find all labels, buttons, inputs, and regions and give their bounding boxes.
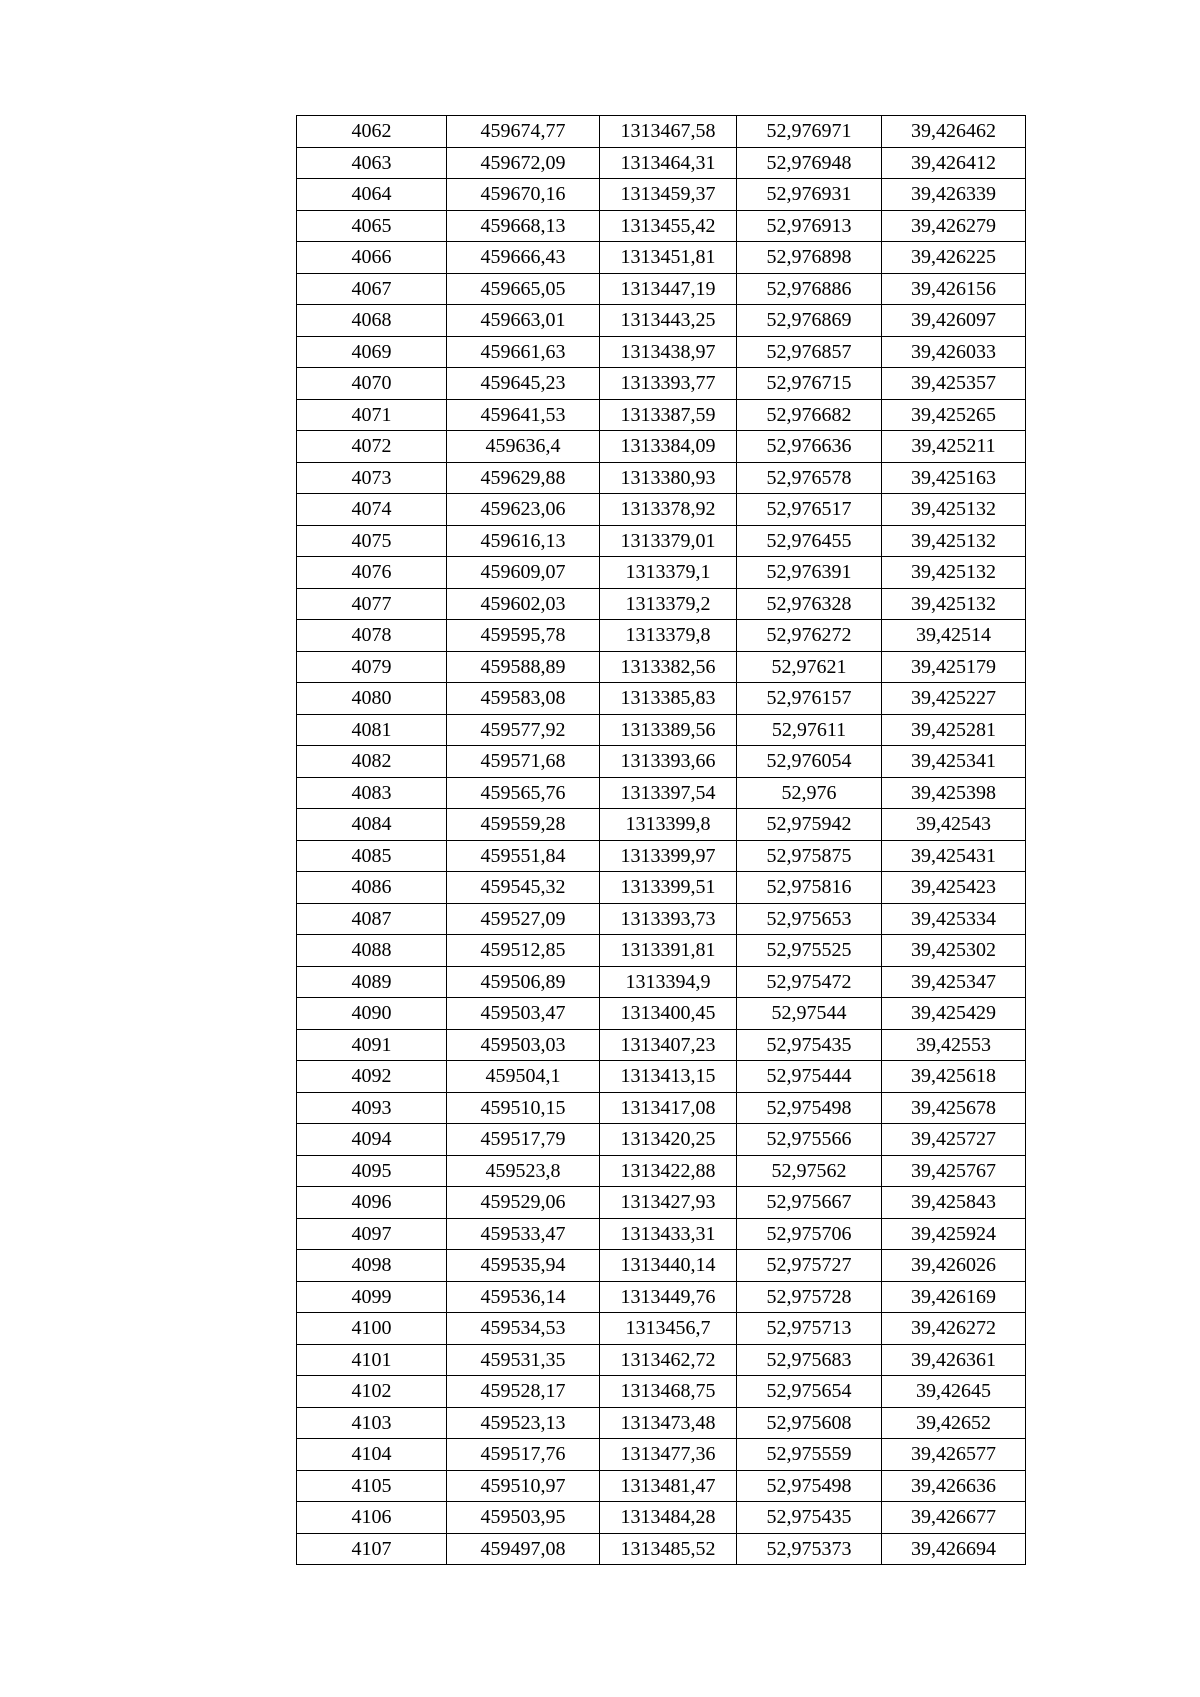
table-row <box>297 1155 1026 1187</box>
point-number-cell: 4070 <box>297 368 447 400</box>
point-number-cell: 4089 <box>297 966 447 998</box>
x-coordinate-cell: 459534,53 <box>447 1313 600 1345</box>
point-number-cell: 4075 <box>297 525 447 557</box>
table-row <box>297 1061 1026 1093</box>
point-number-cell: 4096 <box>297 1187 447 1219</box>
x-coordinate-cell: 459672,09 <box>447 147 600 179</box>
point-number-cell: 4066 <box>297 242 447 274</box>
y-coordinate-cell: 1313420,25 <box>600 1124 737 1156</box>
table-row <box>297 1218 1026 1250</box>
table-row <box>297 242 1026 274</box>
longitude-cell: 39,42514 <box>882 620 1026 652</box>
longitude-cell: 39,426225 <box>882 242 1026 274</box>
longitude-cell: 39,425132 <box>882 525 1026 557</box>
point-number-cell: 4101 <box>297 1344 447 1376</box>
x-coordinate-cell: 459531,35 <box>447 1344 600 1376</box>
x-coordinate-cell: 459623,06 <box>447 494 600 526</box>
longitude-cell: 39,426097 <box>882 305 1026 337</box>
latitude-cell: 52,975875 <box>737 840 882 872</box>
latitude-cell: 52,975525 <box>737 935 882 967</box>
x-coordinate-cell: 459583,08 <box>447 683 600 715</box>
longitude-cell: 39,426272 <box>882 1313 1026 1345</box>
x-coordinate-cell: 459674,77 <box>447 116 600 148</box>
y-coordinate-cell: 1313449,76 <box>600 1281 737 1313</box>
x-coordinate-cell: 459636,4 <box>447 431 600 463</box>
longitude-cell: 39,425423 <box>882 872 1026 904</box>
longitude-cell: 39,425211 <box>882 431 1026 463</box>
longitude-cell: 39,426156 <box>882 273 1026 305</box>
latitude-cell: 52,975498 <box>737 1470 882 1502</box>
latitude-cell: 52,976931 <box>737 179 882 211</box>
point-number-cell: 4098 <box>297 1250 447 1282</box>
y-coordinate-cell: 1313391,81 <box>600 935 737 967</box>
x-coordinate-cell: 459577,92 <box>447 714 600 746</box>
longitude-cell: 39,425132 <box>882 557 1026 589</box>
y-coordinate-cell: 1313468,75 <box>600 1376 737 1408</box>
y-coordinate-cell: 1313384,09 <box>600 431 737 463</box>
latitude-cell: 52,976898 <box>737 242 882 274</box>
point-number-cell: 4074 <box>297 494 447 526</box>
table-row <box>297 872 1026 904</box>
x-coordinate-cell: 459670,16 <box>447 179 600 211</box>
x-coordinate-cell: 459661,63 <box>447 336 600 368</box>
table-row <box>297 651 1026 683</box>
x-coordinate-cell: 459528,17 <box>447 1376 600 1408</box>
x-coordinate-cell: 459533,47 <box>447 1218 600 1250</box>
point-number-cell: 4088 <box>297 935 447 967</box>
x-coordinate-cell: 459506,89 <box>447 966 600 998</box>
y-coordinate-cell: 1313385,83 <box>600 683 737 715</box>
latitude-cell: 52,975706 <box>737 1218 882 1250</box>
y-coordinate-cell: 1313447,19 <box>600 273 737 305</box>
latitude-cell: 52,976913 <box>737 210 882 242</box>
latitude-cell: 52,976948 <box>737 147 882 179</box>
y-coordinate-cell: 1313389,56 <box>600 714 737 746</box>
y-coordinate-cell: 1313438,97 <box>600 336 737 368</box>
x-coordinate-cell: 459595,78 <box>447 620 600 652</box>
latitude-cell: 52,975713 <box>737 1313 882 1345</box>
point-number-cell: 4068 <box>297 305 447 337</box>
table-row <box>297 147 1026 179</box>
latitude-cell: 52,975566 <box>737 1124 882 1156</box>
x-coordinate-cell: 459641,53 <box>447 399 600 431</box>
point-number-cell: 4073 <box>297 462 447 494</box>
table-row <box>297 1313 1026 1345</box>
table-row <box>297 431 1026 463</box>
longitude-cell: 39,42645 <box>882 1376 1026 1408</box>
table-row <box>297 494 1026 526</box>
y-coordinate-cell: 1313467,58 <box>600 116 737 148</box>
y-coordinate-cell: 1313459,37 <box>600 179 737 211</box>
x-coordinate-cell: 459588,89 <box>447 651 600 683</box>
point-number-cell: 4107 <box>297 1533 447 1565</box>
x-coordinate-cell: 459517,76 <box>447 1439 600 1471</box>
latitude-cell: 52,976971 <box>737 116 882 148</box>
point-number-cell: 4071 <box>297 399 447 431</box>
latitude-cell: 52,975498 <box>737 1092 882 1124</box>
latitude-cell: 52,975683 <box>737 1344 882 1376</box>
latitude-cell: 52,976 <box>737 777 882 809</box>
latitude-cell: 52,976455 <box>737 525 882 557</box>
x-coordinate-cell: 459510,97 <box>447 1470 600 1502</box>
table-row <box>297 368 1026 400</box>
y-coordinate-cell: 1313393,66 <box>600 746 737 778</box>
y-coordinate-cell: 1313481,47 <box>600 1470 737 1502</box>
y-coordinate-cell: 1313464,31 <box>600 147 737 179</box>
y-coordinate-cell: 1313477,36 <box>600 1439 737 1471</box>
table-row <box>297 305 1026 337</box>
x-coordinate-cell: 459559,28 <box>447 809 600 841</box>
longitude-cell: 39,425357 <box>882 368 1026 400</box>
longitude-cell: 39,425843 <box>882 1187 1026 1219</box>
point-number-cell: 4085 <box>297 840 447 872</box>
latitude-cell: 52,975727 <box>737 1250 882 1282</box>
latitude-cell: 52,976157 <box>737 683 882 715</box>
x-coordinate-cell: 459503,47 <box>447 998 600 1030</box>
point-number-cell: 4091 <box>297 1029 447 1061</box>
y-coordinate-cell: 1313407,23 <box>600 1029 737 1061</box>
point-number-cell: 4067 <box>297 273 447 305</box>
x-coordinate-cell: 459503,03 <box>447 1029 600 1061</box>
latitude-cell: 52,975942 <box>737 809 882 841</box>
table-row <box>297 557 1026 589</box>
longitude-cell: 39,426279 <box>882 210 1026 242</box>
point-number-cell: 4087 <box>297 903 447 935</box>
latitude-cell: 52,976636 <box>737 431 882 463</box>
longitude-cell: 39,425398 <box>882 777 1026 809</box>
y-coordinate-cell: 1313399,97 <box>600 840 737 872</box>
longitude-cell: 39,425302 <box>882 935 1026 967</box>
point-number-cell: 4065 <box>297 210 447 242</box>
x-coordinate-cell: 459529,06 <box>447 1187 600 1219</box>
longitude-cell: 39,425678 <box>882 1092 1026 1124</box>
table-row <box>297 1470 1026 1502</box>
latitude-cell: 52,975435 <box>737 1029 882 1061</box>
table-row <box>297 620 1026 652</box>
point-number-cell: 4097 <box>297 1218 447 1250</box>
longitude-cell: 39,42553 <box>882 1029 1026 1061</box>
point-number-cell: 4083 <box>297 777 447 809</box>
table-row <box>297 714 1026 746</box>
y-coordinate-cell: 1313473,48 <box>600 1407 737 1439</box>
x-coordinate-cell: 459609,07 <box>447 557 600 589</box>
longitude-cell: 39,425924 <box>882 1218 1026 1250</box>
table-row <box>297 1092 1026 1124</box>
longitude-cell: 39,426339 <box>882 179 1026 211</box>
table-row <box>297 998 1026 1030</box>
table-row <box>297 399 1026 431</box>
latitude-cell: 52,975472 <box>737 966 882 998</box>
table-row <box>297 588 1026 620</box>
x-coordinate-cell: 459523,13 <box>447 1407 600 1439</box>
table-row <box>297 683 1026 715</box>
table-row <box>297 116 1026 148</box>
y-coordinate-cell: 1313380,93 <box>600 462 737 494</box>
longitude-cell: 39,425618 <box>882 1061 1026 1093</box>
latitude-cell: 52,975816 <box>737 872 882 904</box>
longitude-cell: 39,425227 <box>882 683 1026 715</box>
table-row <box>297 336 1026 368</box>
longitude-cell: 39,426577 <box>882 1439 1026 1471</box>
x-coordinate-cell: 459665,05 <box>447 273 600 305</box>
latitude-cell: 52,976715 <box>737 368 882 400</box>
point-number-cell: 4100 <box>297 1313 447 1345</box>
table-row <box>297 1250 1026 1282</box>
latitude-cell: 52,976272 <box>737 620 882 652</box>
x-coordinate-cell: 459545,32 <box>447 872 600 904</box>
latitude-cell: 52,976857 <box>737 336 882 368</box>
x-coordinate-cell: 459663,01 <box>447 305 600 337</box>
table-row <box>297 1533 1026 1565</box>
point-number-cell: 4105 <box>297 1470 447 1502</box>
point-number-cell: 4099 <box>297 1281 447 1313</box>
longitude-cell: 39,425334 <box>882 903 1026 935</box>
latitude-cell: 52,976869 <box>737 305 882 337</box>
longitude-cell: 39,425429 <box>882 998 1026 1030</box>
latitude-cell: 52,976517 <box>737 494 882 526</box>
point-number-cell: 4080 <box>297 683 447 715</box>
x-coordinate-cell: 459497,08 <box>447 1533 600 1565</box>
y-coordinate-cell: 1313387,59 <box>600 399 737 431</box>
y-coordinate-cell: 1313417,08 <box>600 1092 737 1124</box>
x-coordinate-cell: 459523,8 <box>447 1155 600 1187</box>
y-coordinate-cell: 1313393,77 <box>600 368 737 400</box>
x-coordinate-cell: 459517,79 <box>447 1124 600 1156</box>
y-coordinate-cell: 1313427,93 <box>600 1187 737 1219</box>
longitude-cell: 39,425132 <box>882 588 1026 620</box>
longitude-cell: 39,426677 <box>882 1502 1026 1534</box>
longitude-cell: 39,425163 <box>882 462 1026 494</box>
point-number-cell: 4078 <box>297 620 447 652</box>
latitude-cell: 52,975444 <box>737 1061 882 1093</box>
longitude-cell: 39,425767 <box>882 1155 1026 1187</box>
x-coordinate-cell: 459629,88 <box>447 462 600 494</box>
latitude-cell: 52,975667 <box>737 1187 882 1219</box>
point-number-cell: 4069 <box>297 336 447 368</box>
x-coordinate-cell: 459536,14 <box>447 1281 600 1313</box>
y-coordinate-cell: 1313455,42 <box>600 210 737 242</box>
point-number-cell: 4064 <box>297 179 447 211</box>
longitude-cell: 39,426694 <box>882 1533 1026 1565</box>
table-row <box>297 1124 1026 1156</box>
latitude-cell: 52,976578 <box>737 462 882 494</box>
latitude-cell: 52,97621 <box>737 651 882 683</box>
y-coordinate-cell: 1313462,72 <box>600 1344 737 1376</box>
longitude-cell: 39,425281 <box>882 714 1026 746</box>
latitude-cell: 52,975373 <box>737 1533 882 1565</box>
x-coordinate-cell: 459551,84 <box>447 840 600 872</box>
longitude-cell: 39,42652 <box>882 1407 1026 1439</box>
longitude-cell: 39,426026 <box>882 1250 1026 1282</box>
coordinates-table <box>296 115 1026 1565</box>
y-coordinate-cell: 1313394,9 <box>600 966 737 998</box>
x-coordinate-cell: 459565,76 <box>447 777 600 809</box>
point-number-cell: 4102 <box>297 1376 447 1408</box>
longitude-cell: 39,42543 <box>882 809 1026 841</box>
point-number-cell: 4104 <box>297 1439 447 1471</box>
point-number-cell: 4090 <box>297 998 447 1030</box>
table-row <box>297 840 1026 872</box>
longitude-cell: 39,425132 <box>882 494 1026 526</box>
longitude-cell: 39,425727 <box>882 1124 1026 1156</box>
y-coordinate-cell: 1313379,8 <box>600 620 737 652</box>
point-number-cell: 4094 <box>297 1124 447 1156</box>
table-row <box>297 935 1026 967</box>
latitude-cell: 52,976886 <box>737 273 882 305</box>
point-number-cell: 4093 <box>297 1092 447 1124</box>
x-coordinate-cell: 459512,85 <box>447 935 600 967</box>
table-row <box>297 462 1026 494</box>
point-number-cell: 4077 <box>297 588 447 620</box>
table-row <box>297 1029 1026 1061</box>
latitude-cell: 52,975654 <box>737 1376 882 1408</box>
y-coordinate-cell: 1313413,15 <box>600 1061 737 1093</box>
point-number-cell: 4079 <box>297 651 447 683</box>
longitude-cell: 39,426033 <box>882 336 1026 368</box>
y-coordinate-cell: 1313440,14 <box>600 1250 737 1282</box>
table-row <box>297 1376 1026 1408</box>
point-number-cell: 4103 <box>297 1407 447 1439</box>
table-row <box>297 1281 1026 1313</box>
longitude-cell: 39,425341 <box>882 746 1026 778</box>
table-row <box>297 1344 1026 1376</box>
latitude-cell: 52,975728 <box>737 1281 882 1313</box>
latitude-cell: 52,97611 <box>737 714 882 746</box>
point-number-cell: 4076 <box>297 557 447 589</box>
table-row <box>297 1407 1026 1439</box>
y-coordinate-cell: 1313399,8 <box>600 809 737 841</box>
table-row <box>297 809 1026 841</box>
latitude-cell: 52,976682 <box>737 399 882 431</box>
x-coordinate-cell: 459571,68 <box>447 746 600 778</box>
latitude-cell: 52,976391 <box>737 557 882 589</box>
latitude-cell: 52,975608 <box>737 1407 882 1439</box>
y-coordinate-cell: 1313382,56 <box>600 651 737 683</box>
longitude-cell: 39,426462 <box>882 116 1026 148</box>
y-coordinate-cell: 1313484,28 <box>600 1502 737 1534</box>
y-coordinate-cell: 1313422,88 <box>600 1155 737 1187</box>
x-coordinate-cell: 459666,43 <box>447 242 600 274</box>
x-coordinate-cell: 459645,23 <box>447 368 600 400</box>
y-coordinate-cell: 1313433,31 <box>600 1218 737 1250</box>
point-number-cell: 4092 <box>297 1061 447 1093</box>
x-coordinate-cell: 459503,95 <box>447 1502 600 1534</box>
x-coordinate-cell: 459535,94 <box>447 1250 600 1282</box>
x-coordinate-cell: 459510,15 <box>447 1092 600 1124</box>
point-number-cell: 4072 <box>297 431 447 463</box>
point-number-cell: 4095 <box>297 1155 447 1187</box>
y-coordinate-cell: 1313485,52 <box>600 1533 737 1565</box>
longitude-cell: 39,426636 <box>882 1470 1026 1502</box>
y-coordinate-cell: 1313379,01 <box>600 525 737 557</box>
point-number-cell: 4063 <box>297 147 447 179</box>
point-number-cell: 4082 <box>297 746 447 778</box>
point-number-cell: 4081 <box>297 714 447 746</box>
y-coordinate-cell: 1313451,81 <box>600 242 737 274</box>
x-coordinate-cell: 459527,09 <box>447 903 600 935</box>
point-number-cell: 4086 <box>297 872 447 904</box>
y-coordinate-cell: 1313400,45 <box>600 998 737 1030</box>
x-coordinate-cell: 459616,13 <box>447 525 600 557</box>
latitude-cell: 52,976054 <box>737 746 882 778</box>
y-coordinate-cell: 1313399,51 <box>600 872 737 904</box>
y-coordinate-cell: 1313393,73 <box>600 903 737 935</box>
point-number-cell: 4084 <box>297 809 447 841</box>
y-coordinate-cell: 1313443,25 <box>600 305 737 337</box>
table-row <box>297 777 1026 809</box>
table-row <box>297 1187 1026 1219</box>
y-coordinate-cell: 1313379,2 <box>600 588 737 620</box>
x-coordinate-cell: 459504,1 <box>447 1061 600 1093</box>
longitude-cell: 39,426412 <box>882 147 1026 179</box>
latitude-cell: 52,976328 <box>737 588 882 620</box>
table-row <box>297 1439 1026 1471</box>
latitude-cell: 52,97544 <box>737 998 882 1030</box>
latitude-cell: 52,975435 <box>737 1502 882 1534</box>
table-row <box>297 966 1026 998</box>
longitude-cell: 39,425179 <box>882 651 1026 683</box>
y-coordinate-cell: 1313379,1 <box>600 557 737 589</box>
table-row <box>297 179 1026 211</box>
y-coordinate-cell: 1313378,92 <box>600 494 737 526</box>
longitude-cell: 39,426169 <box>882 1281 1026 1313</box>
table-row <box>297 210 1026 242</box>
table-row <box>297 273 1026 305</box>
x-coordinate-cell: 459668,13 <box>447 210 600 242</box>
table-row <box>297 746 1026 778</box>
table-row <box>297 903 1026 935</box>
point-number-cell: 4062 <box>297 116 447 148</box>
latitude-cell: 52,975653 <box>737 903 882 935</box>
point-number-cell: 4106 <box>297 1502 447 1534</box>
table-row <box>297 1502 1026 1534</box>
y-coordinate-cell: 1313397,54 <box>600 777 737 809</box>
latitude-cell: 52,97562 <box>737 1155 882 1187</box>
table-row <box>297 525 1026 557</box>
latitude-cell: 52,975559 <box>737 1439 882 1471</box>
longitude-cell: 39,425431 <box>882 840 1026 872</box>
longitude-cell: 39,425347 <box>882 966 1026 998</box>
coordinates-table-body <box>297 116 1026 1565</box>
x-coordinate-cell: 459602,03 <box>447 588 600 620</box>
longitude-cell: 39,425265 <box>882 399 1026 431</box>
y-coordinate-cell: 1313456,7 <box>600 1313 737 1345</box>
longitude-cell: 39,426361 <box>882 1344 1026 1376</box>
